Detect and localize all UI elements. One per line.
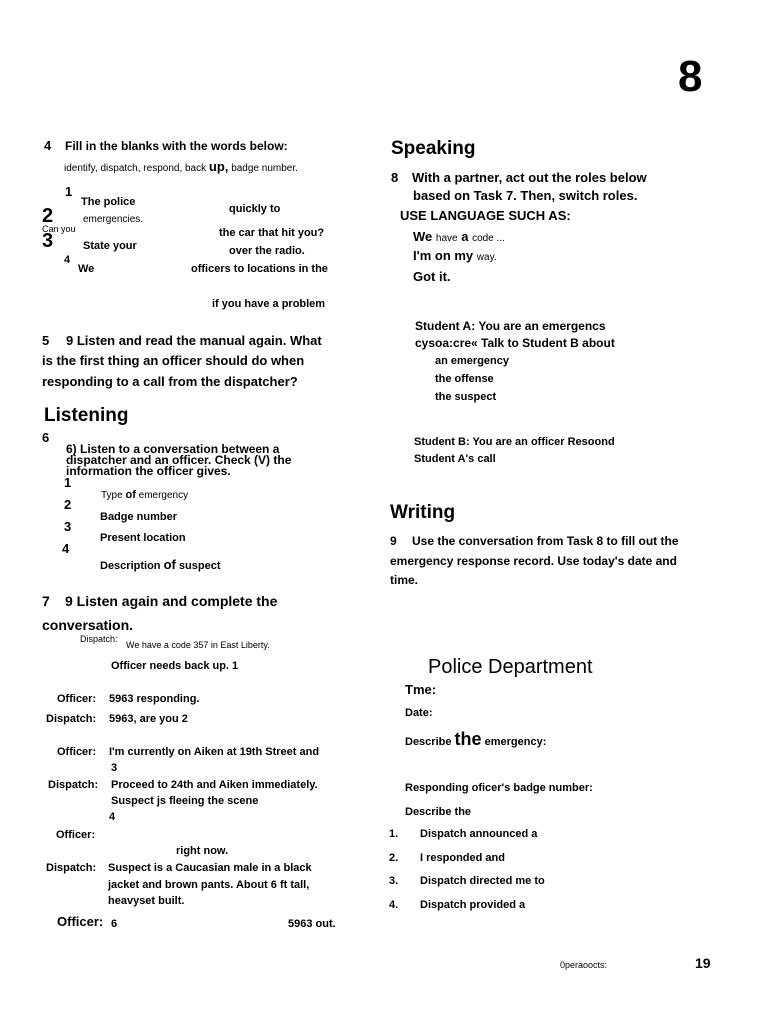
dialogue-text: heavyset built. [108, 895, 185, 907]
numbered-index: 3. [389, 875, 399, 887]
speaking-heading: Speaking [391, 138, 476, 159]
task-6-number: 6 [42, 430, 50, 445]
dialogue-text: 4 [109, 811, 116, 823]
item-number: 3 [42, 230, 54, 252]
item-label-part: of [125, 489, 136, 501]
word-bank [64, 160, 298, 175]
badge-number-label: Responding oficer's badge number: [405, 782, 593, 794]
speaker-label: Officer: [57, 693, 97, 705]
speaker-label: Officer: [56, 829, 96, 841]
language-phrase [413, 230, 505, 245]
student-a-line: cysoa:cre« Talk to Student B about [415, 336, 615, 350]
speaker-label: Dispatch: [80, 634, 118, 644]
item-text: officers to locations in the [191, 263, 328, 275]
describe-emergency-label [405, 729, 546, 750]
item-label-part: Type [101, 490, 123, 501]
describe-part: Describe [405, 736, 452, 748]
item-text: if you have a problem [212, 298, 326, 310]
numbered-text: Dispatch announced a [420, 828, 538, 840]
footer-text: 0peraoocts: [560, 960, 608, 970]
item-text: We [78, 263, 95, 275]
student-a-line: Student A: You are an emergencs [415, 319, 606, 333]
task-6-line: 6) Listen to a conversation between a [66, 442, 280, 456]
phrase-part: code ... [472, 233, 505, 244]
dialogue-text: Officer needs back up. 1 [111, 660, 239, 672]
word-bank-up: up, [208, 159, 229, 174]
task-9-line: emergency response record. Use today's date and [390, 554, 677, 568]
item-label-part: of [163, 557, 176, 572]
phrase-part: a [461, 229, 469, 244]
dialogue-text: 5963, are you 2 [109, 713, 188, 725]
task-5-line: responding to a call from the dispatcher? [42, 374, 298, 389]
task-9-line: time. [390, 573, 419, 587]
form-title: Police Department [428, 656, 593, 678]
speaker-label: Dispatch: [46, 713, 97, 725]
task-8-line: With a partner, act out the roles below [412, 170, 647, 185]
item-number: 2 [42, 205, 54, 227]
dialogue-text: Suspect js fleeing the scene [111, 795, 259, 807]
dialogue-text: We have a code 357 in East Liberty. [126, 640, 270, 650]
word-bank-words: identify, dispatch, respond, back [64, 163, 207, 174]
item-label-part: Description [100, 560, 161, 572]
item-number: 4 [64, 254, 71, 266]
numbered-text: Dispatch provided a [420, 899, 526, 911]
task-5-number: 5 [42, 333, 50, 348]
student-b-line: Student A's call [414, 453, 496, 465]
task-5-line: 9 Listen and read the manual again. What [66, 333, 322, 348]
student-a-item: the suspect [435, 391, 497, 403]
item-label: Badge number [100, 511, 178, 523]
speaker-label: Dispatch: [48, 779, 99, 791]
phrase-part: I'm on my [413, 248, 474, 263]
item-number: 1 [64, 475, 72, 490]
task-7-line: conversation. [42, 617, 134, 633]
task-6-line: dispatcher and an officer. Check (V) the [66, 453, 292, 467]
describe-part: the [454, 729, 482, 749]
task-5-line: is the first thing an officer should do when [42, 353, 305, 368]
item-label-part: suspect [178, 560, 221, 572]
language-phrase [413, 249, 497, 264]
speaker-label: Officer: [57, 914, 104, 929]
task-7-line: 9 Listen again and complete the [65, 593, 278, 609]
unit-number: 8 [678, 52, 703, 101]
student-a-item: an emergency [435, 355, 509, 367]
phrase-part: We [413, 229, 433, 244]
task-7-number: 7 [42, 593, 50, 609]
dialogue-text: 6 [111, 918, 118, 930]
dialogue-text: Proceed to 24th and Aiken immediately. [111, 779, 318, 791]
speaker-label: Dispatch: [46, 862, 97, 874]
dialogue-text: jacket and brown pants. About 6 ft tall, [108, 879, 310, 891]
dialogue-text: 5963 responding. [109, 693, 200, 705]
item-text: emergencies. [83, 214, 144, 225]
item-text: over the radio. [229, 245, 305, 257]
dialogue-text: Suspect is a Caucasian male in a black [108, 862, 312, 874]
item-text: The police [81, 196, 136, 208]
task-6-line: information the officer gives. [66, 464, 231, 478]
writing-heading: Writing [390, 502, 456, 523]
listening-heading: Listening [44, 405, 129, 426]
numbered-index: 4. [389, 899, 399, 911]
phrase-part: have [435, 233, 458, 244]
item-label [100, 558, 221, 573]
word-bank-last: badge number. [231, 163, 298, 174]
item-label-part: emergency [138, 490, 189, 501]
dialogue-text: 3 [111, 762, 118, 774]
use-language-label: USE LANGUAGE SUCH AS: [400, 208, 571, 223]
dialogue-text: 5963 out. [288, 918, 336, 930]
student-a-item: the offense [435, 373, 494, 385]
item-label [101, 489, 188, 502]
language-phrase: Got it. [413, 269, 451, 284]
page-number: 19 [695, 955, 711, 971]
dialogue-text: right now. [176, 845, 229, 857]
time-label: Tme: [405, 682, 437, 697]
task-4-instruction: Fill in the blanks with the words below: [65, 139, 288, 153]
describe-part: emergency: [484, 736, 547, 748]
item-number: 3 [64, 519, 72, 534]
item-text: Can you [42, 224, 76, 234]
numbered-text: Dispatch directed me to [420, 875, 545, 887]
item-text: quickly to [229, 203, 281, 215]
phrase-part: way. [476, 252, 497, 263]
numbered-index: 1. [389, 828, 399, 840]
student-b-line: Student B: You are an officer Resoond [414, 436, 615, 448]
item-number: 4 [62, 541, 70, 556]
numbered-index: 2. [389, 852, 399, 864]
item-text: State your [83, 240, 137, 252]
speaker-label: Officer: [57, 746, 97, 758]
item-text: the car that hit you? [219, 227, 325, 239]
task-4-number: 4 [44, 138, 52, 153]
task-8-number: 8 [391, 170, 399, 185]
task-8-line: based on Task 7. Then, switch roles. [413, 188, 638, 203]
item-number: 2 [64, 497, 72, 512]
item-label: Present location [100, 532, 186, 544]
numbered-text: I responded and [420, 852, 505, 864]
date-label: Date: [405, 707, 433, 719]
task-9-number: 9 [390, 534, 397, 548]
item-number: 1 [65, 184, 73, 199]
dialogue-text: I'm currently on Aiken at 19th Street and [109, 746, 320, 758]
describe-the-label: Describe the [405, 806, 472, 818]
task-9-line: Use the conversation from Task 8 to fill out the [412, 534, 679, 548]
